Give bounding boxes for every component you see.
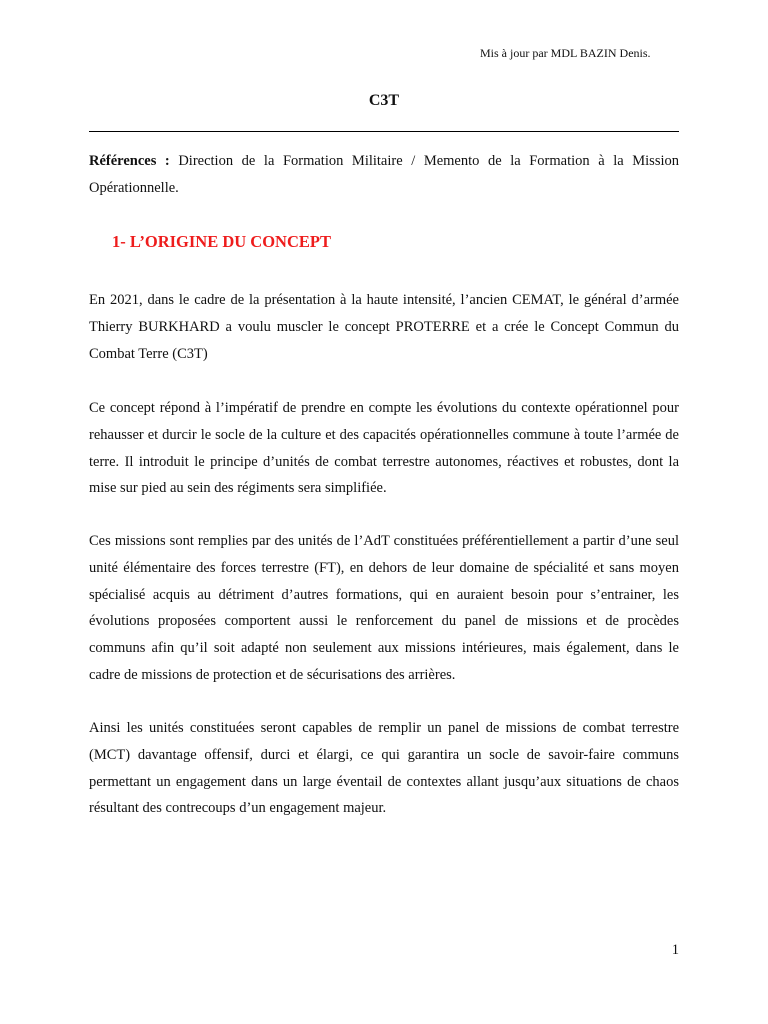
paragraph-1: En 2021, dans le cadre de la présentation à la haute intensité, l’ancien CEMAT, le général d’armée Thierry BURKHARD a voulu muscler le concept PROTERRE et a crée le Concept Commun du Combat Terre (C3T) <box>89 292 679 362</box>
title-divider <box>89 131 679 132</box>
page-number: 1 <box>671 942 679 958</box>
references-text: Direction de la Formation Militaire / Memento de la Formation à la Mission Opérationnelle. <box>89 153 679 196</box>
paragraph-4: Ainsi les unités constituées seront capables de remplir un panel de missions de combat terrestre (MCT) davantage offensif, durci et élargi, ce qui garantira un socle de savoir-faire communs permettant un engagement dans un large éventail de contextes allant jusqu’aux situations de chaos résultant des contrecoups d’un engagement majeur. <box>89 720 679 817</box>
document-title: C3T <box>368 92 400 109</box>
references-label: Références : <box>89 153 170 169</box>
update-note: Mis à jour par MDL BAZIN Denis. <box>480 46 651 60</box>
paragraph-3: Ces missions sont remplies par des unités de l’AdT constituées préférentiellement a partir d’une seul unité élémentaire des forces terrestre (FT), en dehors de leur domaine de spécialité et sans moyen spécialisé acquis au détriment d’autres formations, qui en auraient besoin pour s’entrainer, les évolutions proposées comportent aussi le renforcement du panel de missions et de procèdes communs afin qu’il soit adapté non seulement aux missions intérieures, mais également, dans le cadre de missions de protection et de sécurisations des arrières. <box>89 533 679 683</box>
references-paragraph <box>89 148 679 202</box>
paragraph-2: Ce concept répond à l’impératif de prendre en compte les évolutions du contexte opérationnel pour rehausser et durcir le socle de la culture et des capacités opérationnelles commune à toute l’armée de terre. Il introduit le principe d’unités de combat terrestre autonomes, réactives et robustes, dont la mise sur pied au sein des régiments sera simplifiée. <box>89 400 679 497</box>
section-heading: 1- L’ORIGINE DU CONCEPT <box>112 232 331 251</box>
